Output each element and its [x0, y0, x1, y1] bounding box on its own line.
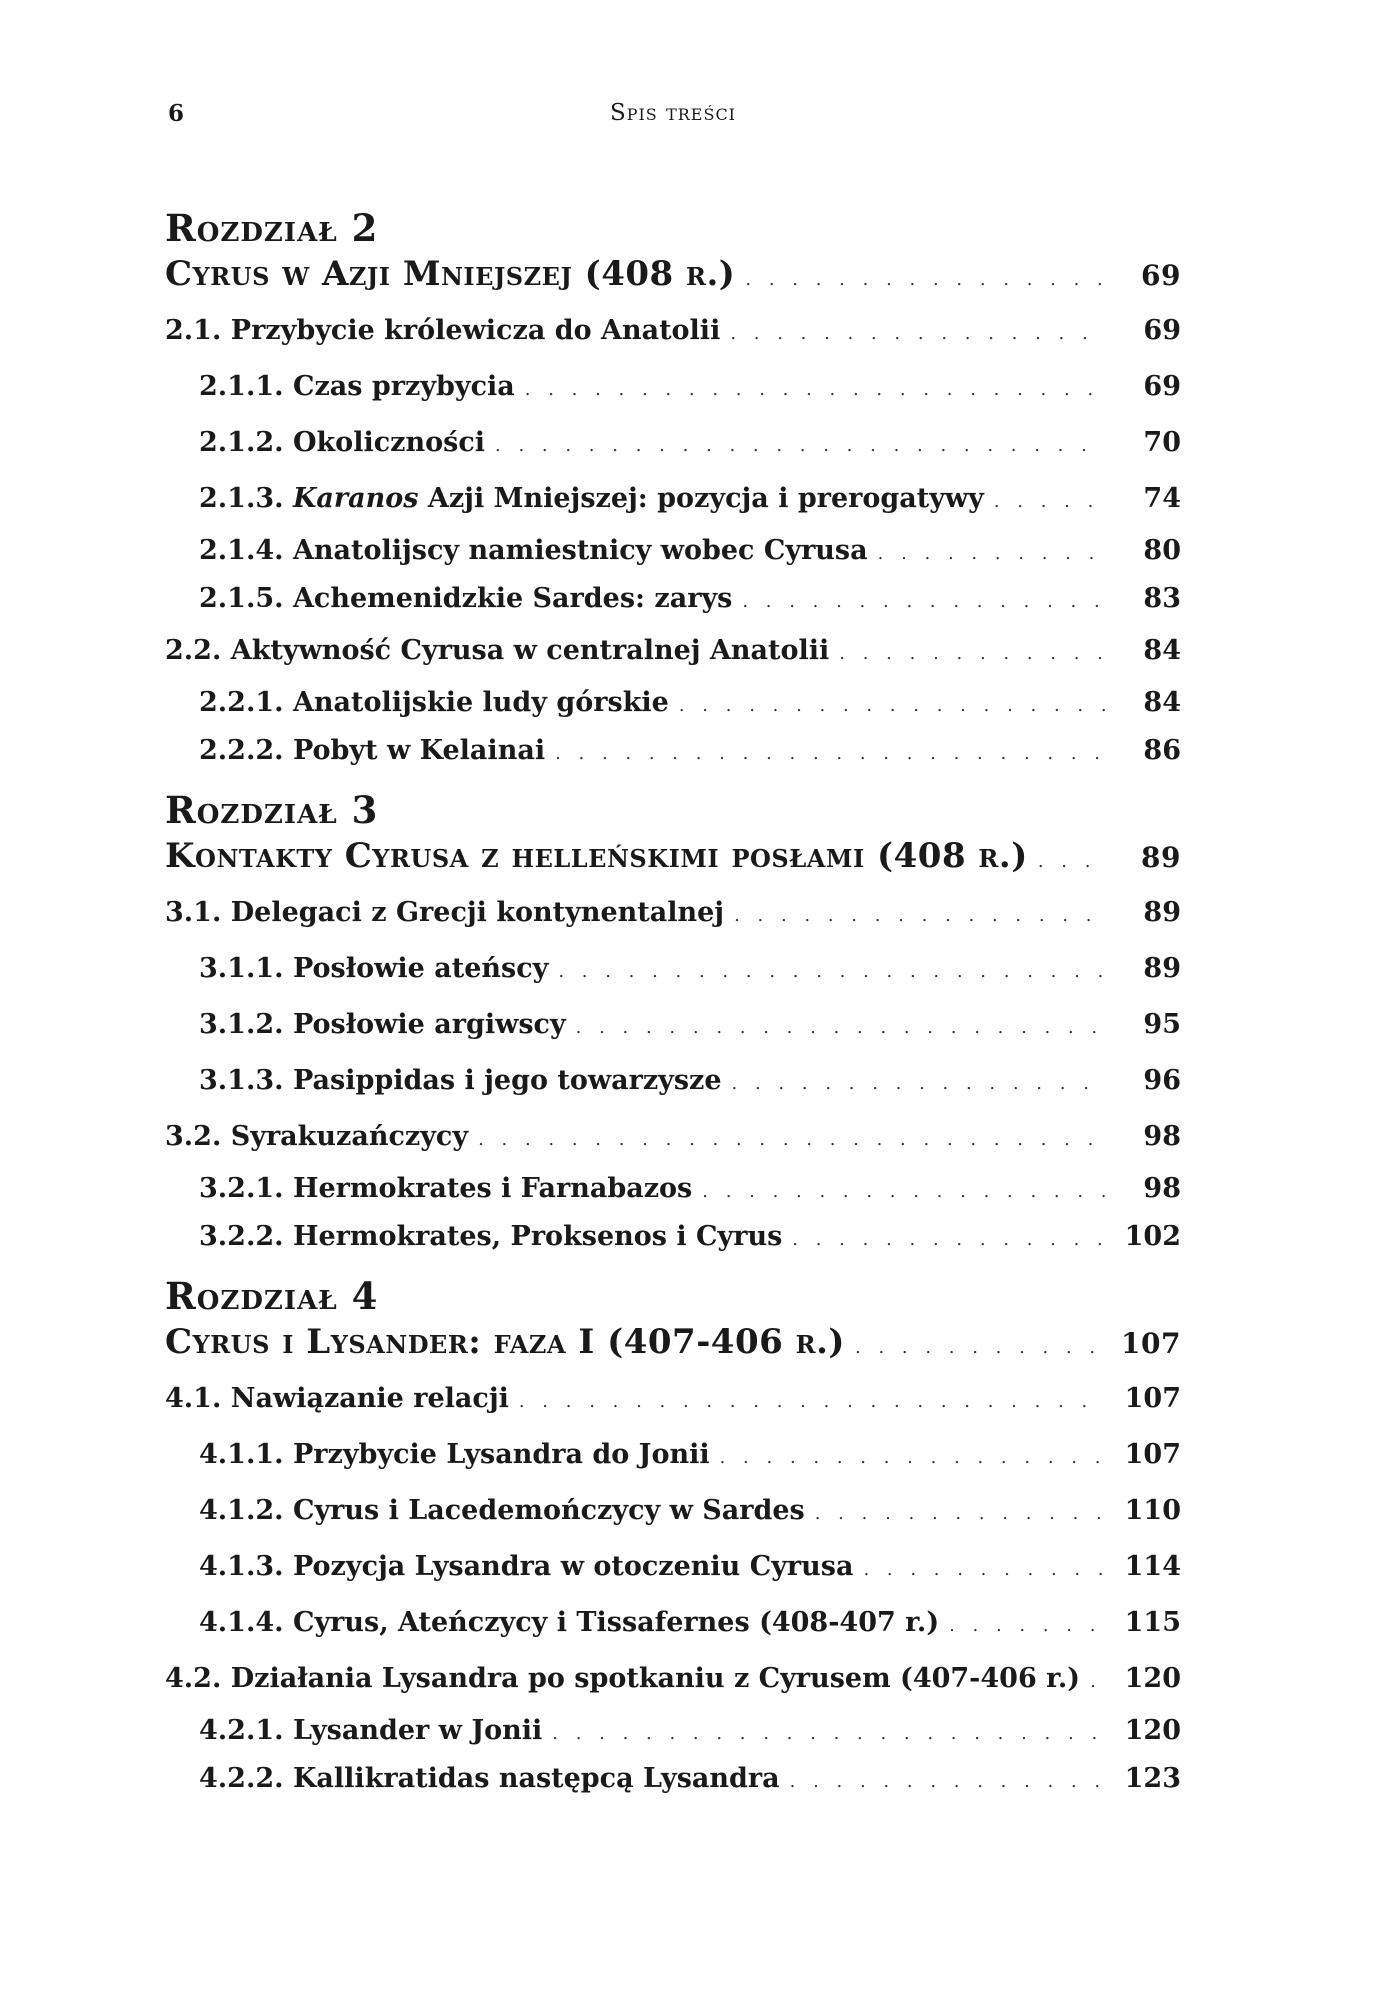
toc-entry-subsection[interactable]	[165, 1595, 1181, 1651]
page-ref: 102	[1124, 1221, 1181, 1252]
entry-label: 2.2. Aktywność Cyrusa w centralnej Anatolii	[165, 635, 830, 666]
leader-dots	[878, 530, 1105, 578]
leader-dots	[558, 944, 1105, 1000]
leader-dots	[679, 682, 1105, 730]
leader-dots	[1038, 839, 1105, 885]
leader-dots	[552, 1710, 1105, 1758]
leader-dots	[576, 1000, 1105, 1056]
entry-label: 2.2.2. Pobyt w Kelainai	[199, 735, 546, 766]
entry-label	[199, 471, 984, 527]
page-ref: 114	[1124, 1551, 1181, 1582]
leader-dots	[730, 306, 1105, 362]
leader-dots	[745, 257, 1105, 303]
leader-dots	[863, 1542, 1105, 1598]
leader-dots	[734, 888, 1105, 944]
page-ref: 107	[1124, 1383, 1181, 1414]
toc-entry-section[interactable]	[165, 885, 1181, 941]
toc-entry-subsection[interactable]	[165, 941, 1181, 997]
entry-label: 4.1. Nawiązanie relacji	[165, 1383, 509, 1414]
entry-label: 2.1. Przybycie królewicza do Anatolii	[165, 315, 721, 346]
toc-entry-subsection[interactable]	[165, 727, 1181, 775]
leader-dots	[525, 362, 1105, 418]
toc-entry-section[interactable]	[165, 1109, 1181, 1165]
page-ref: 69	[1143, 371, 1181, 402]
entry-label: 3.2. Syrakuzańczycy	[165, 1121, 469, 1152]
chapter-title: Cyrus w Azji Mniejszej (408 r.)	[165, 254, 736, 294]
page-ref: 86	[1143, 735, 1181, 766]
chapter-2	[165, 205, 1181, 297]
page-ref: 74	[1143, 483, 1181, 514]
toc-entry-section[interactable]	[165, 303, 1181, 359]
page-ref: 84	[1143, 687, 1181, 718]
page-ref: 107	[1121, 1327, 1181, 1360]
page-ref: 70	[1143, 427, 1181, 458]
page-ref: 89	[1143, 897, 1181, 928]
entry-label: 3.1.3. Pasippidas i jego towarzysze	[199, 1065, 722, 1096]
toc-entry-subsection[interactable]	[165, 1539, 1181, 1595]
page-ref: 89	[1143, 953, 1181, 984]
page-ref: 69	[1141, 259, 1181, 292]
toc-entry-section[interactable]	[165, 1651, 1181, 1707]
chapter-label: Rozdział 3	[165, 788, 379, 832]
leader-dots	[495, 418, 1105, 474]
page-number: 6	[168, 100, 185, 127]
toc-entry-subsection[interactable]	[165, 679, 1181, 727]
leader-dots	[790, 1758, 1105, 1806]
chapter-title-row[interactable]	[165, 251, 1181, 297]
entry-label: 3.1.2. Posłowie argiwscy	[199, 1009, 566, 1040]
entry-label-suffix: Azji Mniejszej: pozycja i prerogatywy	[418, 483, 984, 514]
page-ref: 107	[1124, 1439, 1181, 1470]
entry-label: 4.2.2. Kallikratidas następcą Lysandra	[199, 1763, 780, 1794]
toc-entry-subsection[interactable]	[165, 1165, 1181, 1213]
leader-dots	[555, 730, 1105, 778]
page-ref: 96	[1143, 1065, 1181, 1096]
page-ref: 120	[1124, 1715, 1181, 1746]
entry-label-prefix: 2.1.3.	[199, 483, 293, 514]
leader-dots	[994, 474, 1105, 530]
entry-label: 3.1. Delegaci z Grecji kontynentalnej	[165, 897, 725, 928]
page-ref: 98	[1143, 1121, 1181, 1152]
entry-label: 2.1.4. Anatolijscy namiestnicy wobec Cyrusa	[199, 535, 868, 566]
toc-entry-subsection[interactable]	[165, 415, 1181, 471]
page-ref: 98	[1143, 1173, 1181, 1204]
toc-entry-subsection[interactable]	[165, 1053, 1181, 1109]
page-ref: 84	[1143, 635, 1181, 666]
leader-dots	[732, 1056, 1105, 1112]
entry-label: 3.2.1. Hermokrates i Farnabazos	[199, 1173, 693, 1204]
leader-dots	[949, 1598, 1105, 1654]
leader-dots	[742, 578, 1105, 626]
table-of-contents	[165, 205, 1181, 1803]
chapter-label: Rozdział 2	[165, 206, 379, 250]
entry-label: 3.1.1. Posłowie ateńscy	[199, 953, 549, 984]
leader-dots	[839, 626, 1105, 682]
leader-dots	[702, 1168, 1105, 1216]
entry-label: 2.1.5. Achemenidzkie Sardes: zarys	[199, 583, 733, 614]
entry-label: 4.2.1. Lysander w Jonii	[199, 1715, 543, 1746]
page-ref: 89	[1141, 841, 1181, 874]
toc-entry-subsection[interactable]	[165, 1483, 1181, 1539]
page-ref: 120	[1124, 1663, 1181, 1694]
toc-entry-subsection[interactable]	[165, 997, 1181, 1053]
entry-label: 4.2. Działania Lysandra po spotkaniu z Cyrusem (407-406 r.)	[165, 1663, 1081, 1694]
leader-dots	[478, 1112, 1105, 1168]
entry-label: 4.1.4. Cyrus, Ateńczycy i Tissafernes (408-407 r.)	[199, 1607, 940, 1638]
leader-dots	[815, 1486, 1105, 1542]
toc-entry-section[interactable]	[165, 623, 1181, 679]
toc-entry-subsection[interactable]	[165, 527, 1181, 575]
chapter-title: Cyrus i Lysander: faza I (407-406 r.)	[165, 1322, 845, 1362]
running-head: Spis treści	[609, 100, 737, 126]
toc-entry-subsection[interactable]	[165, 1213, 1181, 1261]
toc-entry-subsection[interactable]	[165, 1707, 1181, 1755]
page-header	[168, 100, 1178, 136]
toc-entry-section[interactable]	[165, 1371, 1181, 1427]
entry-label: 2.1.2. Okoliczności	[199, 427, 486, 458]
page-ref: 123	[1124, 1763, 1181, 1794]
entry-label-italic: Karanos	[292, 483, 419, 514]
chapter-title: Kontakty Cyrusa z helleńskimi posłami (408 r.)	[165, 836, 1028, 876]
chapter-4	[165, 1273, 1181, 1365]
toc-entry-subsection[interactable]	[165, 359, 1181, 415]
entry-label: 4.1.3. Pozycja Lysandra w otoczeniu Cyrusa	[199, 1551, 854, 1582]
entry-label: 4.1.2. Cyrus i Lacedemończycy w Sardes	[199, 1495, 805, 1526]
toc-entry-subsection[interactable]	[165, 575, 1181, 623]
leader-dots	[519, 1374, 1105, 1430]
page-ref: 69	[1143, 315, 1181, 346]
entry-label: 4.1.1. Przybycie Lysandra do Jonii	[199, 1439, 710, 1470]
chapter-3	[165, 787, 1181, 879]
toc-entry-subsection[interactable]	[165, 471, 1181, 527]
page-ref: 83	[1143, 583, 1181, 614]
chapter-title-row[interactable]	[165, 1319, 1181, 1365]
entry-label: 2.1.1. Czas przybycia	[199, 371, 515, 402]
toc-entry-subsection[interactable]	[165, 1755, 1181, 1803]
leader-dots	[792, 1216, 1105, 1264]
chapter-title-row[interactable]	[165, 833, 1181, 879]
entry-label: 2.2.1. Anatolijskie ludy górskie	[199, 687, 669, 718]
entry-label: 3.2.2. Hermokrates, Proksenos i Cyrus	[199, 1221, 783, 1252]
page-ref: 115	[1124, 1607, 1181, 1638]
leader-dots	[720, 1430, 1105, 1486]
toc-entry-subsection[interactable]	[165, 1427, 1181, 1483]
page-ref: 95	[1143, 1009, 1181, 1040]
page-ref: 110	[1124, 1495, 1181, 1526]
leader-dots	[1090, 1654, 1105, 1710]
leader-dots	[855, 1325, 1105, 1371]
chapter-label: Rozdział 4	[165, 1274, 379, 1318]
page-ref: 80	[1143, 535, 1181, 566]
